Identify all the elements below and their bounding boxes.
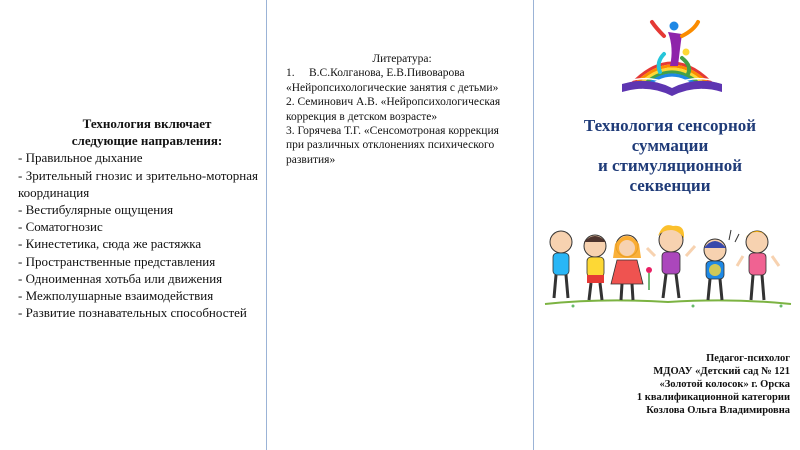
- literature-title: Литература:: [372, 53, 432, 65]
- direction-item: - Зрительный гнозис и зрительно-моторная координация: [18, 167, 258, 200]
- brochure-title: [545, 116, 795, 196]
- direction-item: - Вестибулярные ощущения: [18, 202, 174, 218]
- column-divider-left: [266, 0, 267, 450]
- author-block: [550, 352, 790, 417]
- directions-section: [18, 115, 258, 321]
- directions-heading-line1: Технология включает: [82, 116, 212, 131]
- title-line: и стимуляционной: [597, 156, 743, 175]
- literature-section: [286, 52, 518, 167]
- direction-item: - Межполушарные взаимодействия: [18, 288, 214, 304]
- direction-item: - Развитие познавательных способностей: [18, 305, 247, 321]
- direction-item: - Правильное дыхание: [18, 150, 143, 166]
- author-line: Педагог-психолог: [706, 353, 790, 364]
- direction-item: - Кинестетика, сюда же растяжка: [18, 236, 202, 252]
- author-line: МДОАУ «Детский сад № 121: [653, 366, 790, 377]
- title-line: суммации: [631, 136, 709, 155]
- book-logo: [608, 18, 736, 98]
- direction-item: - Одноименная хотьба или движения: [18, 270, 223, 286]
- author-line: 1 квалификационной категории: [636, 392, 790, 403]
- children-illustration: [543, 220, 793, 310]
- direction-item: - Соматогнозис: [18, 219, 103, 235]
- literature-ref: 2. Семинович А.В. «Нейропсихологическая коррекция в детском возрасте»: [286, 96, 501, 123]
- column-divider-right: [533, 0, 534, 450]
- title-line: Технология сенсорной: [583, 116, 757, 135]
- title-line: секвенции: [629, 176, 711, 195]
- directions-heading: [18, 115, 258, 149]
- direction-item: - Пространственные представления: [18, 253, 216, 269]
- literature-ref: 3. Горячева Т.Г. «Сенсомотроная коррекция при различных отклонениях психического развития»: [286, 125, 499, 166]
- directions-heading-line2: следующие направления:: [71, 133, 223, 149]
- author-line: Козлова Ольга Владимировна: [646, 405, 790, 416]
- literature-ref: 1. В.С.Колганова, Е.В.Пивоварова «Нейропсихологические занятия с детьми»: [286, 67, 499, 94]
- author-line: «Золотой колосок» г. Орска: [659, 379, 790, 390]
